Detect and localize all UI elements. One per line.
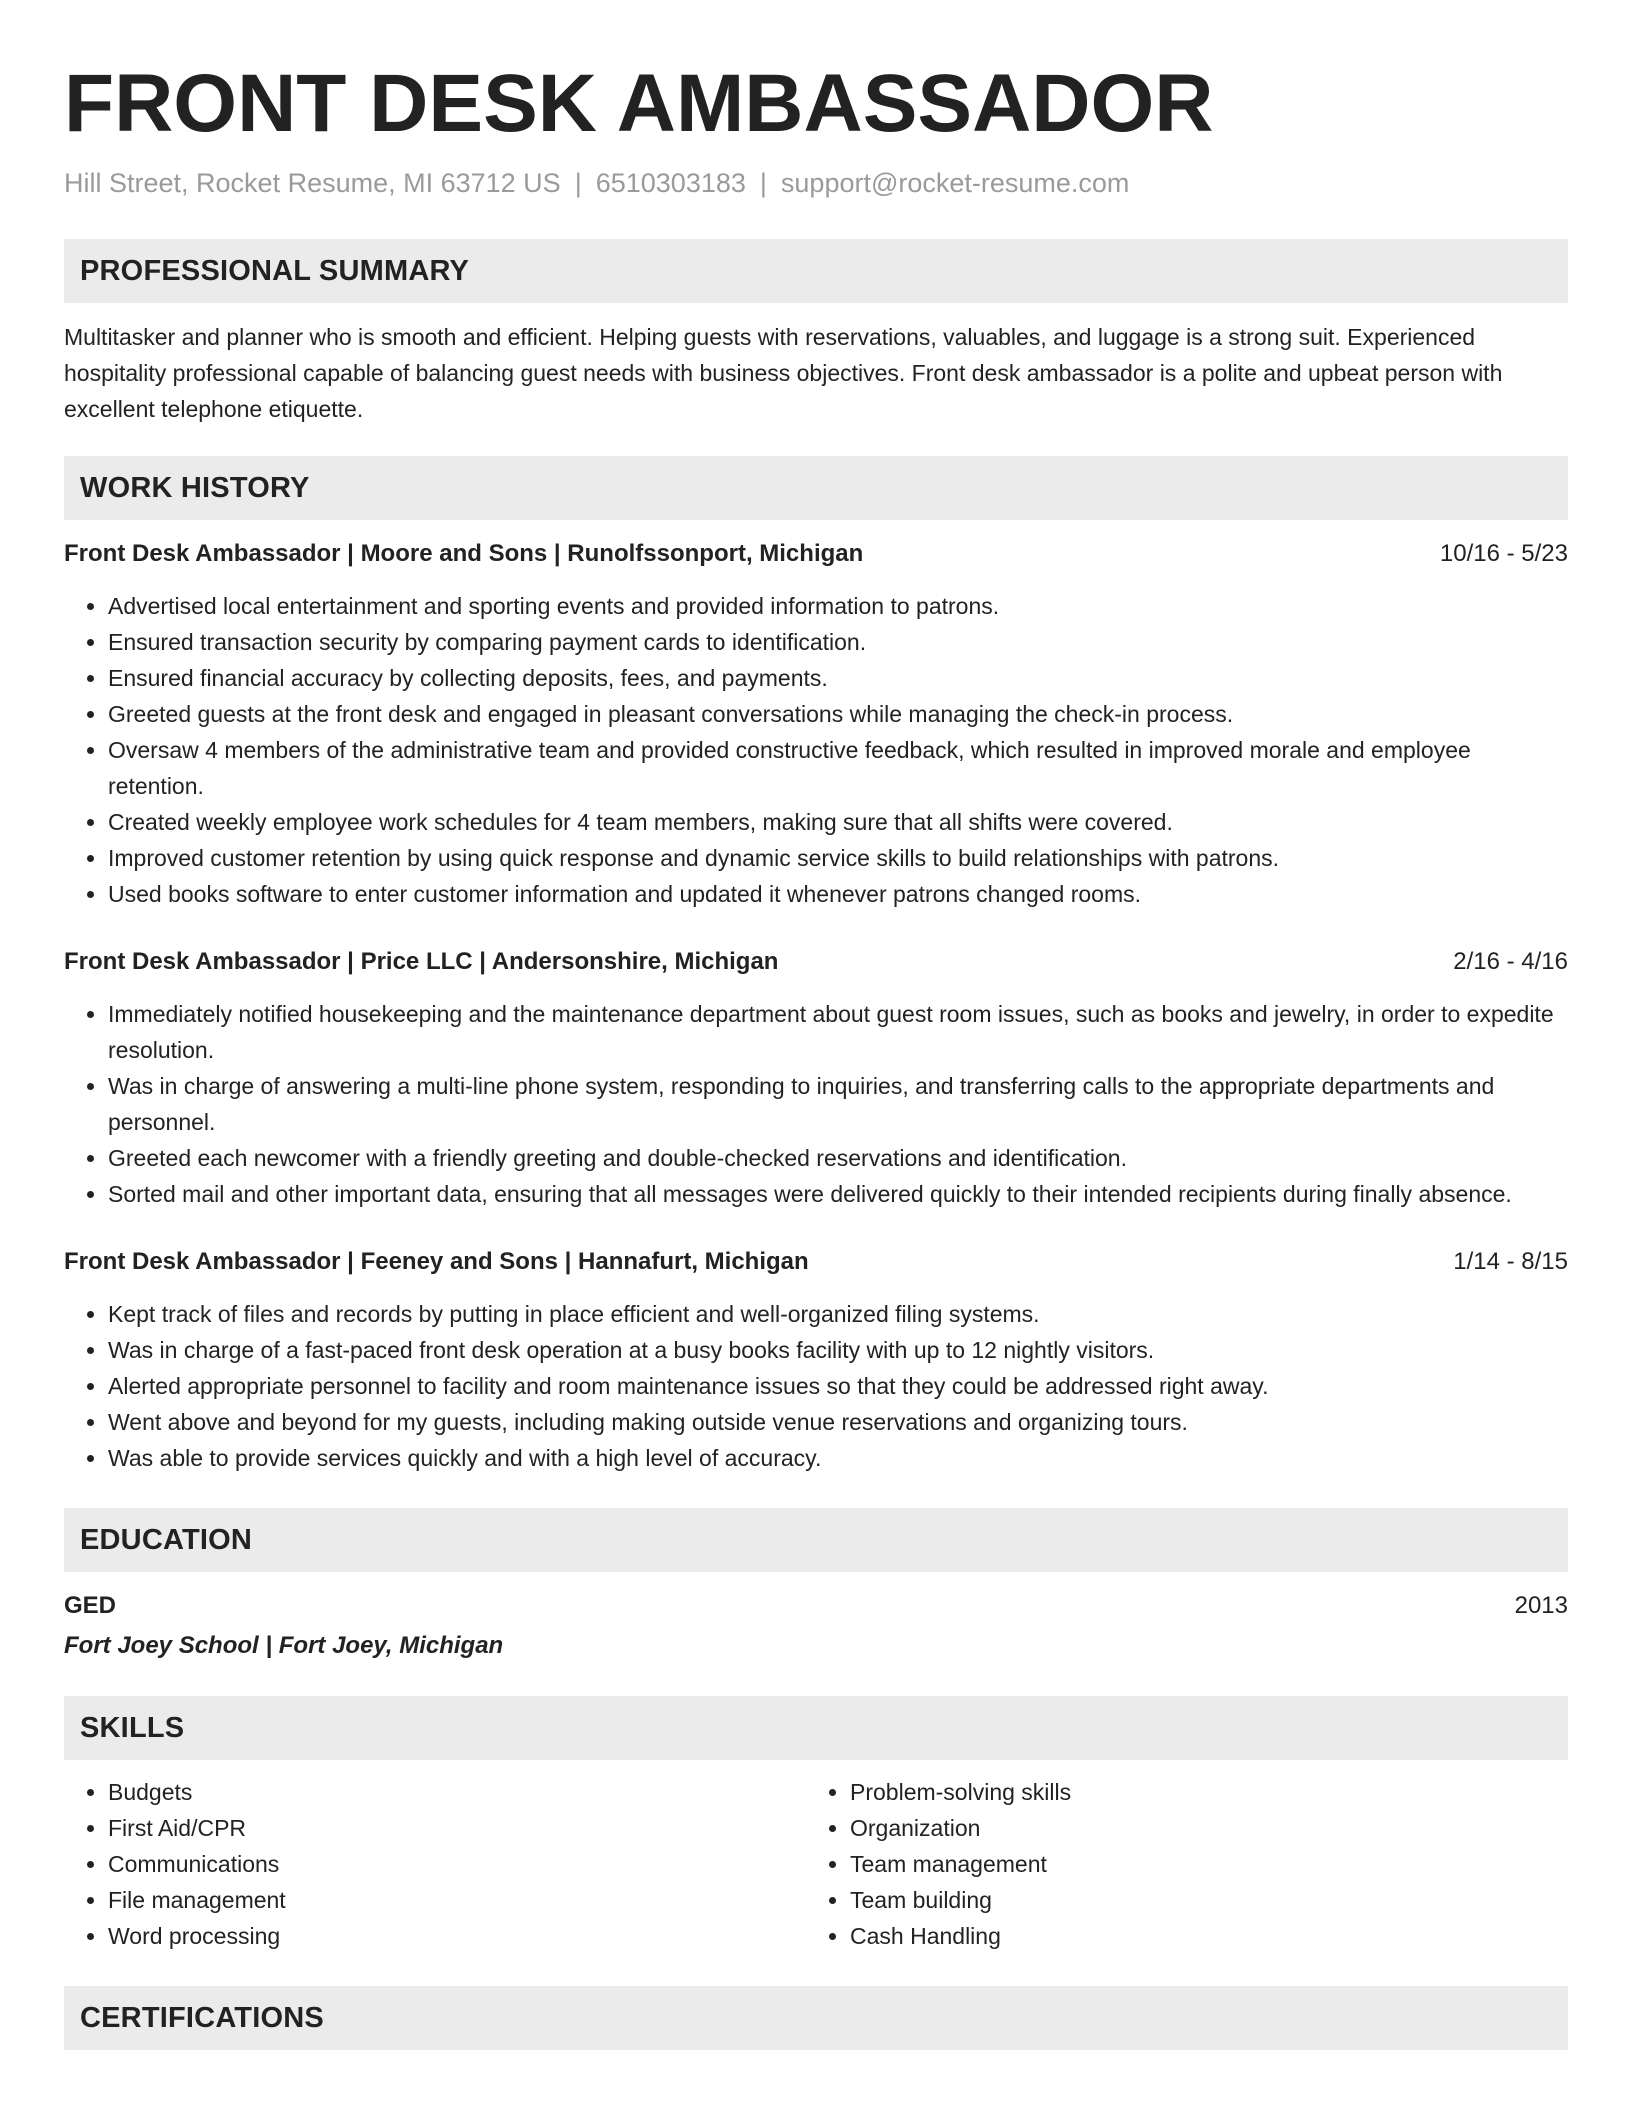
skills-list [64,1774,1568,1954]
education-school: Fort Joey School | Fort Joey, Michigan [64,1632,504,1659]
job-bullet: • Ensured transaction security by comparing payment cards to identification. [108,624,1568,660]
contact-line [64,166,1568,200]
job-bullet: • Oversaw 4 members of the administrative team and provided constructive feedback, which resulted in improved morale and employee retention. [108,732,1568,804]
education-year: 2013 [1514,1592,1568,1619]
section-header-skills: SKILLS [64,1696,1568,1760]
section-header-education: EDUCATION [64,1508,1568,1572]
job-bullet: • Ensured financial accuracy by collecting deposits, fees, and payments. [108,660,1568,696]
skill-item: • Budgets [108,1774,806,1810]
job-bullet: • Created weekly employee work schedules for 4 team members, making sure that all shifts were covered. [108,804,1568,840]
contact-email: support@rocket-resume.com [780,168,1130,198]
contact-phone: 6510303183 [595,168,746,198]
resume-name: FRONT DESK AMBASSADOR [64,58,1214,149]
job-bullet: • Advertised local entertainment and sporting events and provided information to patrons. [108,588,1568,624]
skill-item: • Team management [850,1846,1548,1882]
job-header [64,1244,1568,1280]
skill-item: • Problem-solving skills [850,1774,1548,1810]
job-title: Front Desk Ambassador | Price LLC | Andersonshire, Michigan [64,948,779,975]
job-bullet: • Used books software to enter customer information and updated it whenever patrons changed rooms. [108,876,1568,912]
job-bullets [64,588,1568,912]
job-bullet: • Alerted appropriate personnel to facility and room maintenance issues so that they could be addressed right away. [108,1368,1568,1404]
job-title: Front Desk Ambassador | Feeney and Sons | Hannafurt, Michigan [64,1248,809,1275]
job-dates: 10/16 - 5/23 [1439,540,1568,567]
job-bullet: • Kept track of files and records by putting in place efficient and well-organized filing systems. [108,1296,1568,1332]
job-bullet: • Went above and beyond for my guests, including making outside venue reservations and organizing tours. [108,1404,1568,1440]
job-bullet: • Was in charge of a fast-paced front desk operation at a busy books facility with up to 12 nightly visitors. [108,1332,1568,1368]
job-bullet: • Sorted mail and other important data, ensuring that all messages were delivered quickly to their intended recipients during finally absence. [108,1176,1568,1212]
education-entry [64,1588,1568,1664]
job-bullets [64,996,1568,1212]
job-header [64,944,1568,980]
contact-separator: | [759,168,767,198]
skill-item: • File management [108,1882,806,1918]
section-header-certifications: CERTIFICATIONS [64,1986,1568,2050]
section-header-work-history: WORK HISTORY [64,456,1568,520]
job-bullet: • Greeted guests at the front desk and engaged in pleasant conversations while managing the check-in process. [108,696,1568,732]
summary-text: Multitasker and planner who is smooth and efficient. Helping guests with reservations, valuables, and luggage is a strong suit. Experienced hospitality professional capable of balancing guest needs with business objectives. Front desk ambassador is a polite and upbeat person with excellent telephone etiquette. [64,324,1503,422]
contact-address: Hill Street, Rocket Resume, MI 63712 US [64,168,561,198]
contact-separator: | [574,168,582,198]
job-bullet: • Greeted each newcomer with a friendly greeting and double-checked reservations and identification. [108,1140,1568,1176]
job-bullet: • Was in charge of answering a multi-line phone system, responding to inquiries, and transferring calls to the appropriate departments and personnel. [108,1068,1568,1140]
job-dates: 1/14 - 8/15 [1453,1248,1568,1275]
job-header [64,536,1568,572]
section-header-summary: PROFESSIONAL SUMMARY [64,239,1568,303]
job-entry [64,536,1568,912]
skill-item: • First Aid/CPR [108,1810,806,1846]
job-bullets [64,1296,1568,1476]
job-dates: 2/16 - 4/16 [1453,948,1568,975]
skills-column-left [64,1774,806,1954]
skill-item: • Organization [850,1810,1548,1846]
skill-item: • Word processing [108,1918,806,1954]
job-bullet: • Was able to provide services quickly and with a high level of accuracy. [108,1440,1568,1476]
skill-item: • Team building [850,1882,1548,1918]
job-entry [64,944,1568,1212]
education-degree: GED [64,1592,117,1619]
skill-item: • Cash Handling [850,1918,1548,1954]
skill-item: • Communications [108,1846,806,1882]
job-bullet: • Immediately notified housekeeping and the maintenance department about guest room issues, such as books and jewelry, in order to expedite resolution. [108,996,1568,1068]
job-bullet: • Improved customer retention by using quick response and dynamic service skills to build relationships with patrons. [108,840,1568,876]
education-header [64,1588,1568,1624]
job-title: Front Desk Ambassador | Moore and Sons | Runolfssonport, Michigan [64,540,864,567]
skills-column-right [806,1774,1548,1954]
job-entry [64,1244,1568,1476]
